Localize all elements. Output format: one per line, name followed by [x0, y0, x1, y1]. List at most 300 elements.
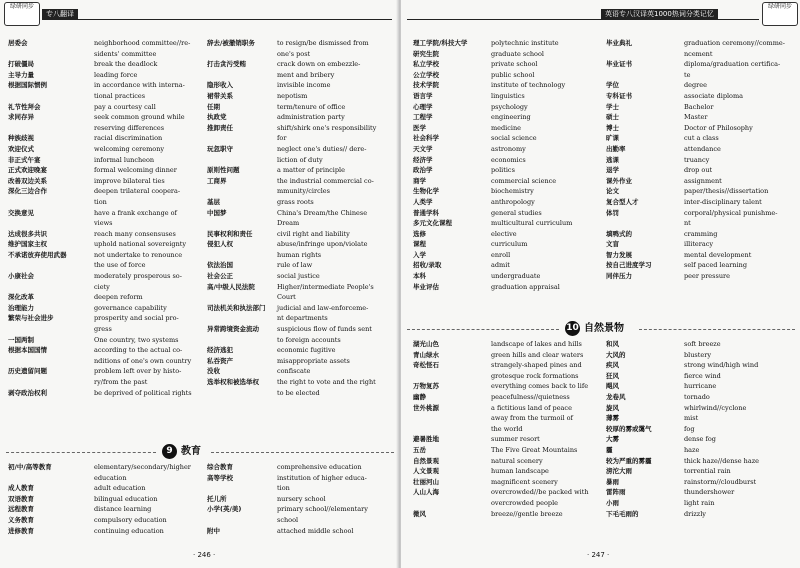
vocab-entry [207, 38, 393, 49]
vocab-entry [413, 381, 601, 392]
chinese-term: 本科 [413, 272, 426, 281]
english-translation: primary school//elementary [277, 505, 368, 514]
chinese-term: 推卸责任 [207, 123, 233, 132]
chinese-term [8, 473, 94, 484]
english-translation: the right to vote and the right [277, 378, 376, 386]
english-translation: self paced learning [684, 261, 748, 270]
chinese-term: 没收 [207, 367, 220, 376]
english-translation: natural scenery [491, 456, 543, 465]
chinese-term: 较为严重的雾霾 [606, 456, 652, 465]
logo-text: 绿研同步 [767, 3, 792, 10]
english-translation: prosperity and social pro- [94, 314, 179, 323]
english-translation: public school [491, 70, 535, 79]
vocab-entry [413, 80, 601, 91]
english-translation: welcoming ceremony [94, 144, 165, 153]
vocab-entry [8, 504, 203, 515]
chinese-term: 任期 [207, 102, 220, 111]
english-translation: social science [491, 134, 537, 143]
english-translation: enroll [491, 250, 511, 259]
chinese-term: 根据本国国情 [8, 346, 47, 355]
vocab-entry [8, 303, 203, 314]
english-translation: hurricane [684, 382, 717, 391]
chinese-term: 自然景观 [413, 456, 439, 465]
vocab-entry [606, 456, 794, 467]
english-translation: undergraduate [491, 272, 541, 281]
english-translation: cut a class [684, 134, 719, 143]
english-translation: uphold national sovereignty [94, 240, 187, 249]
english-translation: dense fog [684, 435, 716, 444]
vocab-entry [606, 381, 794, 392]
english-translation: tion [277, 484, 290, 493]
chinese-term [8, 377, 94, 388]
chinese-term [8, 282, 94, 293]
vocab-entry [606, 38, 794, 49]
chinese-term: 填鸭式的 [606, 229, 632, 238]
vocab-entry [413, 456, 601, 467]
vocab-entry [207, 70, 393, 81]
vocab-entry [8, 250, 203, 261]
vocab-entry [606, 155, 794, 166]
english-translation: tional practices [94, 91, 146, 100]
english-translation: institution of higher educa- [277, 473, 367, 482]
english-translation: rule of law [277, 261, 313, 270]
vocab-entry [207, 483, 393, 494]
english-translation: torrential rain [684, 467, 731, 476]
vocab-entry [8, 208, 203, 219]
vocab-entry [8, 91, 203, 102]
chinese-term [413, 413, 491, 424]
english-translation: grass roots [277, 197, 314, 206]
english-translation: summer resort [491, 435, 540, 444]
english-translation: reach many consensuses [94, 229, 176, 238]
english-translation: judicial and law-enforceme- [277, 303, 369, 312]
english-translation: the use of force [94, 261, 146, 270]
english-translation: in accordance with interna- [94, 81, 185, 90]
chinese-term: 普通学科 [413, 208, 439, 217]
vocab-entry [207, 271, 393, 282]
chinese-term [413, 371, 491, 382]
vocab-column-2 [207, 38, 393, 398]
chinese-term [8, 91, 94, 102]
english-translation: degree [684, 81, 707, 90]
english-translation: neglect one's duties// dere- [277, 144, 367, 153]
chinese-term [207, 186, 277, 197]
vocab-entry [606, 208, 794, 219]
chinese-term: 课外作业 [606, 176, 632, 185]
english-translation: overcrowded people [491, 498, 559, 507]
chinese-term [413, 498, 491, 509]
vocab-entry [8, 239, 203, 250]
chinese-term [606, 49, 684, 60]
chinese-term: 出勤率 [606, 144, 626, 153]
english-translation: be deprived of political rights [94, 388, 192, 397]
english-translation: curriculum [491, 240, 528, 249]
vocab-entry [207, 260, 393, 271]
english-translation: formal welcoming dinner [94, 166, 177, 175]
chinese-term: 霾 [606, 445, 613, 454]
english-translation: seek common ground while [94, 113, 185, 122]
chinese-term [207, 218, 277, 229]
vocab-entry [413, 144, 601, 155]
vocab-entry [207, 239, 393, 250]
vocab-entry [207, 102, 393, 113]
english-translation: drizzly [684, 509, 706, 518]
chinese-term [606, 70, 684, 81]
english-translation: one's post [277, 49, 311, 58]
english-translation: nursery school [277, 494, 326, 503]
vocab-entry [8, 313, 203, 324]
english-translation: mental development [684, 250, 752, 259]
chinese-term: 心理学 [413, 102, 433, 111]
section-number: 9 [162, 444, 177, 459]
vocab-entry [8, 176, 203, 187]
vocab-entry [207, 133, 393, 144]
vocab-entry [207, 335, 393, 346]
section-divider [407, 329, 559, 330]
section-heading-nature [407, 321, 795, 337]
chinese-term: 政治学 [413, 166, 433, 175]
vocab-entry [606, 498, 794, 509]
english-translation: compulsory education [94, 515, 167, 524]
vocab-entry [413, 487, 601, 498]
chinese-term: 依法治国 [207, 261, 233, 270]
logo-text: 绿研同步 [9, 3, 34, 10]
english-translation: pay a courtesy call [94, 102, 156, 111]
chinese-term: 毕业证书 [606, 60, 632, 69]
chinese-term [207, 483, 277, 494]
chinese-term [8, 356, 94, 367]
vocab-entry [606, 424, 794, 435]
vocab-entry [606, 218, 794, 229]
english-translation: paper/thesis//dissertation [684, 187, 769, 196]
chinese-term: 微风 [413, 509, 426, 518]
english-translation: school [277, 515, 299, 524]
english-translation: whirlwind//cyclone [684, 403, 747, 412]
english-translation: private school [491, 60, 538, 69]
chinese-term: 工程学 [413, 113, 433, 122]
chinese-term: 异常跨境资金流动 [207, 325, 259, 334]
english-translation: overcrowded//be packed with [491, 488, 589, 497]
chinese-term: 经济学 [413, 155, 433, 164]
english-translation: commercial science [491, 176, 557, 185]
chinese-term: 小雨 [606, 498, 619, 507]
chinese-term [207, 155, 277, 166]
chinese-term: 玩忽职守 [207, 144, 233, 153]
vocab-entry [606, 260, 794, 271]
chinese-term: 选举权和被选举权 [207, 378, 259, 386]
english-translation: informal luncheon [94, 155, 155, 164]
chinese-term: 选修 [413, 229, 426, 238]
chinese-term [606, 218, 684, 229]
chinese-term: 历史遗留问题 [8, 367, 47, 376]
english-translation: institute of technology [491, 81, 566, 90]
chinese-term: 暴雨 [606, 477, 619, 486]
vocab-entry [207, 144, 393, 155]
chinese-term [207, 49, 277, 60]
vocab-entry [207, 80, 393, 91]
chinese-term: 一国两制 [8, 335, 34, 344]
english-translation: biochemistry [491, 187, 534, 196]
chinese-term: 技术学院 [413, 81, 439, 90]
vocab-entry [207, 197, 393, 208]
vocab-entry [207, 324, 393, 335]
vocab-entry [8, 197, 203, 208]
chinese-term: 综合教育 [207, 463, 233, 471]
vocab-entry [8, 123, 203, 134]
publisher-logo [4, 2, 40, 26]
vocab-entry [606, 123, 794, 134]
english-translation: education [94, 473, 127, 482]
vocab-entry [606, 392, 794, 403]
english-translation: distance learning [94, 505, 152, 514]
vocab-entry [606, 350, 794, 361]
english-translation: ciety [94, 282, 110, 291]
chinese-term: 社会公正 [207, 272, 233, 281]
english-translation: fierce wind [684, 371, 721, 380]
vocab-entry [606, 59, 794, 70]
english-translation: racial discrimination [94, 134, 163, 143]
vocab-entry [207, 59, 393, 70]
english-translation: cramming [684, 229, 718, 238]
chinese-term: 理工学院/科技大学 [413, 39, 468, 47]
chinese-term: 辞去/被撤销职务 [207, 39, 255, 47]
english-translation: astronomy [491, 144, 526, 153]
vocab-entry [8, 345, 203, 356]
vocab-entry [207, 462, 393, 473]
vocab-entry [207, 515, 393, 526]
chinese-term: 基层 [207, 197, 220, 206]
chinese-term [8, 260, 94, 271]
chinese-term: 招收/录取 [413, 261, 442, 270]
chinese-term: 学士 [606, 102, 619, 111]
chinese-term: 按自己进度学习 [606, 261, 652, 270]
english-translation: nt [684, 219, 691, 228]
chinese-term: 世外桃源 [413, 403, 439, 412]
vocab-entry [606, 434, 794, 445]
english-translation: improve bilateral ties [94, 176, 165, 185]
vocab-entry [413, 250, 601, 261]
english-translation: suspicious flow of funds sent [277, 325, 372, 334]
vocab-entry [606, 165, 794, 176]
english-translation: te [684, 70, 691, 79]
vocab-entry [606, 186, 794, 197]
english-translation: problem left over by histo- [94, 367, 182, 376]
chinese-term: 课程 [413, 240, 426, 249]
english-translation: ment and bribery [277, 70, 335, 79]
vocab-entry [207, 366, 393, 377]
chinese-term: 狂风 [606, 371, 619, 380]
english-translation: linguistics [491, 91, 525, 100]
chinese-term: 居委会 [8, 39, 28, 47]
right-page [401, 0, 800, 568]
english-translation: light rain [684, 498, 715, 507]
vocab-entry [207, 112, 393, 123]
chinese-term: 原则性问题 [207, 166, 240, 175]
english-translation: to be elected [277, 388, 320, 397]
vocab-entry [207, 208, 393, 219]
vocab-entry [207, 282, 393, 293]
vocab-entry [207, 292, 393, 303]
english-translation: landscape of lakes and hills [491, 340, 582, 348]
chinese-term [8, 324, 94, 335]
vocab-entry [8, 155, 203, 166]
vocab-entry [8, 335, 203, 346]
chinese-term [207, 133, 277, 144]
chinese-term: 附中 [207, 526, 220, 535]
chinese-term: 体罚 [606, 208, 619, 217]
left-page [0, 0, 398, 568]
vocab-entry [413, 371, 601, 382]
chinese-term: 专科证书 [606, 91, 632, 100]
chinese-term: 滂沱大雨 [606, 467, 632, 476]
english-translation: away from the turmoil of [491, 414, 573, 423]
vocab-entry [8, 462, 203, 473]
vocab-column-4 [207, 462, 393, 536]
chinese-term [207, 515, 277, 526]
english-translation: Higher/intermediate People's [277, 282, 374, 291]
chinese-term: 打击贪污受贿 [207, 60, 246, 69]
english-translation: leading force [94, 70, 138, 79]
section-heading-education [6, 444, 394, 460]
vocab-entry [413, 229, 601, 240]
chinese-term: 公立学校 [413, 70, 439, 79]
vocab-entry [207, 123, 393, 134]
vocab-entry [207, 165, 393, 176]
chinese-term [207, 70, 277, 81]
vocab-entry [606, 477, 794, 488]
page-number: · 246 · [193, 551, 216, 559]
english-translation: soft breeze [684, 340, 721, 348]
chinese-term: 执政党 [207, 113, 227, 122]
english-translation: mmunity/circles [277, 187, 330, 196]
vocab-entry [413, 186, 601, 197]
chinese-term: 旋风 [606, 403, 619, 412]
english-translation: social justice [277, 272, 320, 281]
chinese-term: 和风 [606, 340, 619, 348]
vocab-entry [207, 229, 393, 240]
english-translation: economics [491, 155, 526, 164]
english-translation: grotesque rock formations [491, 371, 579, 380]
vocab-entry [606, 371, 794, 382]
vocab-column-1 [8, 38, 203, 398]
vocab-entry [606, 339, 794, 350]
english-translation: anthropology [491, 197, 535, 206]
section-title: 教育 [181, 446, 201, 457]
vocab-entry [207, 356, 393, 367]
vocab-entry [413, 218, 601, 229]
english-translation: graduation ceremony//comme- [684, 39, 785, 47]
vocab-entry [8, 70, 203, 81]
vocab-entry [413, 112, 601, 123]
english-translation: neighborhood committee//re- [94, 39, 191, 47]
vocab-entry [413, 509, 601, 520]
vocab-entry [8, 271, 203, 282]
english-translation: continuing education [94, 526, 164, 535]
vocab-entry [606, 144, 794, 155]
english-translation: thick haze//dense haze [684, 456, 760, 465]
vocab-entry [413, 350, 601, 361]
chinese-term: 深化三边合作 [8, 187, 47, 196]
vocab-entry [606, 403, 794, 414]
chinese-term: 人类学 [413, 197, 433, 206]
chinese-term: 奇松怪石 [413, 361, 439, 370]
english-translation: inter-disciplinary talent [684, 197, 762, 206]
english-translation: for [277, 134, 287, 143]
vocab-entry [207, 526, 393, 537]
english-translation: human landscape [491, 467, 549, 476]
chinese-term: 研究生院 [413, 49, 439, 58]
english-translation: peacefulness//quietness [491, 392, 570, 401]
chinese-term: 同伴压力 [606, 272, 632, 281]
chinese-term: 成人教育 [8, 484, 34, 493]
vocab-entry [8, 80, 203, 91]
vocab-entry [606, 80, 794, 91]
english-translation: a matter of principle [277, 166, 345, 175]
chinese-term: 人文景观 [413, 467, 439, 476]
chinese-term: 根据国际惯例 [8, 81, 47, 90]
english-translation: moderately prosperous so- [94, 272, 182, 281]
chinese-term: 雷阵雨 [606, 488, 626, 497]
chinese-term: 民事权利和责任 [207, 229, 253, 238]
chinese-term: 较厚的雾或霭气 [606, 424, 652, 433]
chinese-term [8, 49, 94, 60]
english-translation: not undertake to renounce [94, 250, 183, 259]
chinese-term: 私吞资产 [207, 356, 233, 365]
vocab-entry [413, 70, 601, 81]
english-translation: misappropriate assets [277, 356, 350, 365]
vocab-entry [207, 313, 393, 324]
english-translation: attached middle school [277, 526, 354, 535]
vocab-entry [413, 91, 601, 102]
vocab-entry [413, 38, 601, 49]
chinese-term [413, 424, 491, 435]
vocab-entry [8, 366, 203, 377]
vocab-entry [413, 498, 601, 509]
english-translation: gress [94, 325, 112, 334]
english-translation: civil right and liability [277, 229, 350, 238]
vocab-entry [8, 515, 203, 526]
vocab-entry [413, 477, 601, 488]
english-translation: strong wind/high wind [684, 361, 759, 370]
english-translation: nt departments [277, 314, 328, 323]
chinese-term: 义务教育 [8, 515, 34, 524]
english-translation: The Five Great Mountains [491, 445, 578, 454]
chinese-term: 壮丽河山 [413, 477, 439, 486]
english-translation: illiteracy [684, 240, 714, 249]
english-translation: magnificent scenery [491, 477, 558, 486]
vocab-entry [606, 112, 794, 123]
vocab-entry [207, 377, 393, 388]
vocab-entry [413, 466, 601, 477]
chinese-term: 治理能力 [8, 303, 34, 312]
vocab-column-3 [8, 462, 203, 536]
english-translation: green hills and clear waters [491, 350, 584, 359]
chinese-term: 不承诺放弃使用武器 [8, 250, 67, 259]
vocab-entry [8, 473, 203, 484]
vocab-entry [413, 197, 601, 208]
chinese-term: 进修教育 [8, 526, 34, 535]
english-translation: the world [491, 424, 523, 433]
chinese-term: 人山人海 [413, 488, 439, 497]
english-translation: assignment [684, 176, 722, 185]
chinese-term: 中国梦 [207, 208, 227, 217]
vocab-entry [207, 345, 393, 356]
english-translation: to foreign accounts [277, 335, 341, 344]
english-translation: rainstorm//cloudburst [684, 477, 757, 486]
english-translation: deepen trilateral coopera- [94, 187, 181, 196]
english-translation: truancy [684, 155, 710, 164]
chinese-term: 司法机关和执法部门 [207, 303, 266, 312]
